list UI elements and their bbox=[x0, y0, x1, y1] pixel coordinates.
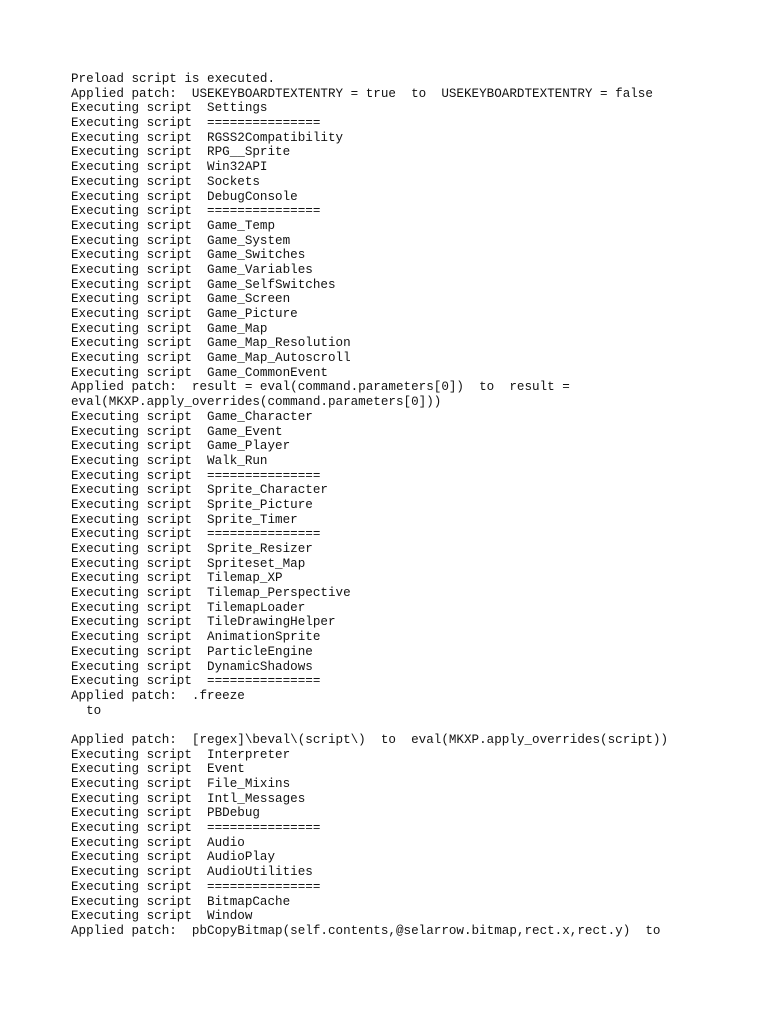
log-line: Executing script Game_Character bbox=[71, 409, 313, 424]
console-log bbox=[71, 72, 751, 939]
log-line bbox=[71, 718, 751, 733]
log-line: Executing script Game_Player bbox=[71, 439, 291, 454]
log-line: Executing script Game_CommonEvent bbox=[71, 365, 328, 380]
log-line: Executing script Spriteset_Map bbox=[71, 556, 306, 571]
log-line: Executing script AudioUtilities bbox=[71, 865, 313, 880]
log-line: Executing script DebugConsole bbox=[71, 189, 298, 204]
log-line: Executing script Window bbox=[71, 909, 253, 924]
log-line: Executing script AnimationSprite bbox=[71, 630, 321, 645]
log-line: Executing script =============== bbox=[71, 527, 321, 542]
log-line: Executing script TilemapLoader bbox=[71, 600, 306, 615]
log-line: Executing script ParticleEngine bbox=[71, 644, 313, 659]
log-line: Executing script =============== bbox=[71, 468, 321, 483]
log-line: Executing script Win32API bbox=[71, 160, 268, 175]
log-line: Executing script Game_Map_Resolution bbox=[71, 336, 351, 351]
log-line: Executing script Walk_Run bbox=[71, 453, 268, 468]
log-line: Executing script BitmapCache bbox=[71, 894, 291, 909]
log-line: Executing script =============== bbox=[71, 821, 321, 836]
log-line: Executing script Sockets bbox=[71, 174, 260, 189]
log-line: Executing script Game_Picture bbox=[71, 307, 298, 321]
log-line: Executing script =============== bbox=[71, 879, 321, 894]
log-line: eval(MKXP.apply_overrides(command.parameters[0])) bbox=[71, 395, 442, 410]
log-line: Executing script Game_Map bbox=[71, 321, 268, 336]
log-line: Executing script =============== bbox=[71, 204, 321, 219]
log-line: Executing script DynamicShadows bbox=[71, 659, 313, 674]
log-line: Executing script Game_Switches bbox=[71, 248, 306, 263]
log-line: Preload script is executed. bbox=[71, 72, 276, 86]
log-line: Applied patch: USEKEYBOARDTEXTENTRY = true to USEKEYBOARDTEXTENTRY = false bbox=[71, 86, 653, 101]
log-line: Executing script Game_SelfSwitches bbox=[71, 277, 336, 292]
log-line: Executing script AudioPlay bbox=[71, 850, 276, 865]
log-line: Applied patch: pbCopyBitmap(self.contents,@selarrow.bitmap,rect.x,rect.y) to bbox=[71, 923, 661, 938]
log-line: Executing script =============== bbox=[71, 674, 321, 689]
log-line: Executing script Tilemap_Perspective bbox=[71, 586, 351, 601]
log-line: Executing script Sprite_Resizer bbox=[71, 542, 313, 556]
log-line: Executing script Interpreter bbox=[71, 747, 291, 762]
log-line: Executing script Game_Map_Autoscroll bbox=[71, 351, 351, 366]
log-line: Applied patch: [regex]\beval\(script\) to eval(MKXP.apply_overrides(script)) bbox=[71, 732, 669, 747]
log-line: Applied patch: .freeze bbox=[71, 688, 245, 703]
log-line: Executing script TileDrawingHelper bbox=[71, 615, 336, 630]
log-line: Executing script PBDebug bbox=[71, 806, 260, 821]
log-line: Executing script Sprite_Timer bbox=[71, 512, 298, 527]
log-line: Applied patch: result = eval(command.parameters[0]) to result = bbox=[71, 380, 570, 395]
log-line: Executing script RPG__Sprite bbox=[71, 145, 291, 160]
log-line: Executing script Game_System bbox=[71, 233, 291, 248]
log-line: Executing script RGSS2Compatibility bbox=[71, 130, 344, 145]
log-line: Executing script Event bbox=[71, 762, 245, 777]
log-line: Executing script Game_Variables bbox=[71, 262, 313, 277]
log-line: Executing script Game_Screen bbox=[71, 292, 291, 307]
log-line: Executing script Sprite_Picture bbox=[71, 497, 313, 512]
log-line: Executing script File_Mixins bbox=[71, 777, 291, 791]
log-line: to bbox=[71, 703, 102, 718]
log-line: Executing script Game_Event bbox=[71, 424, 283, 439]
log-line: Executing script =============== bbox=[71, 116, 321, 131]
log-line: Executing script Audio bbox=[71, 835, 245, 850]
log-line: Executing script Sprite_Character bbox=[71, 483, 328, 498]
log-line: Executing script Settings bbox=[71, 101, 268, 116]
log-line: Executing script Intl_Messages bbox=[71, 791, 306, 806]
log-line: Executing script Tilemap_XP bbox=[71, 571, 283, 586]
log-line: Executing script Game_Temp bbox=[71, 218, 276, 233]
